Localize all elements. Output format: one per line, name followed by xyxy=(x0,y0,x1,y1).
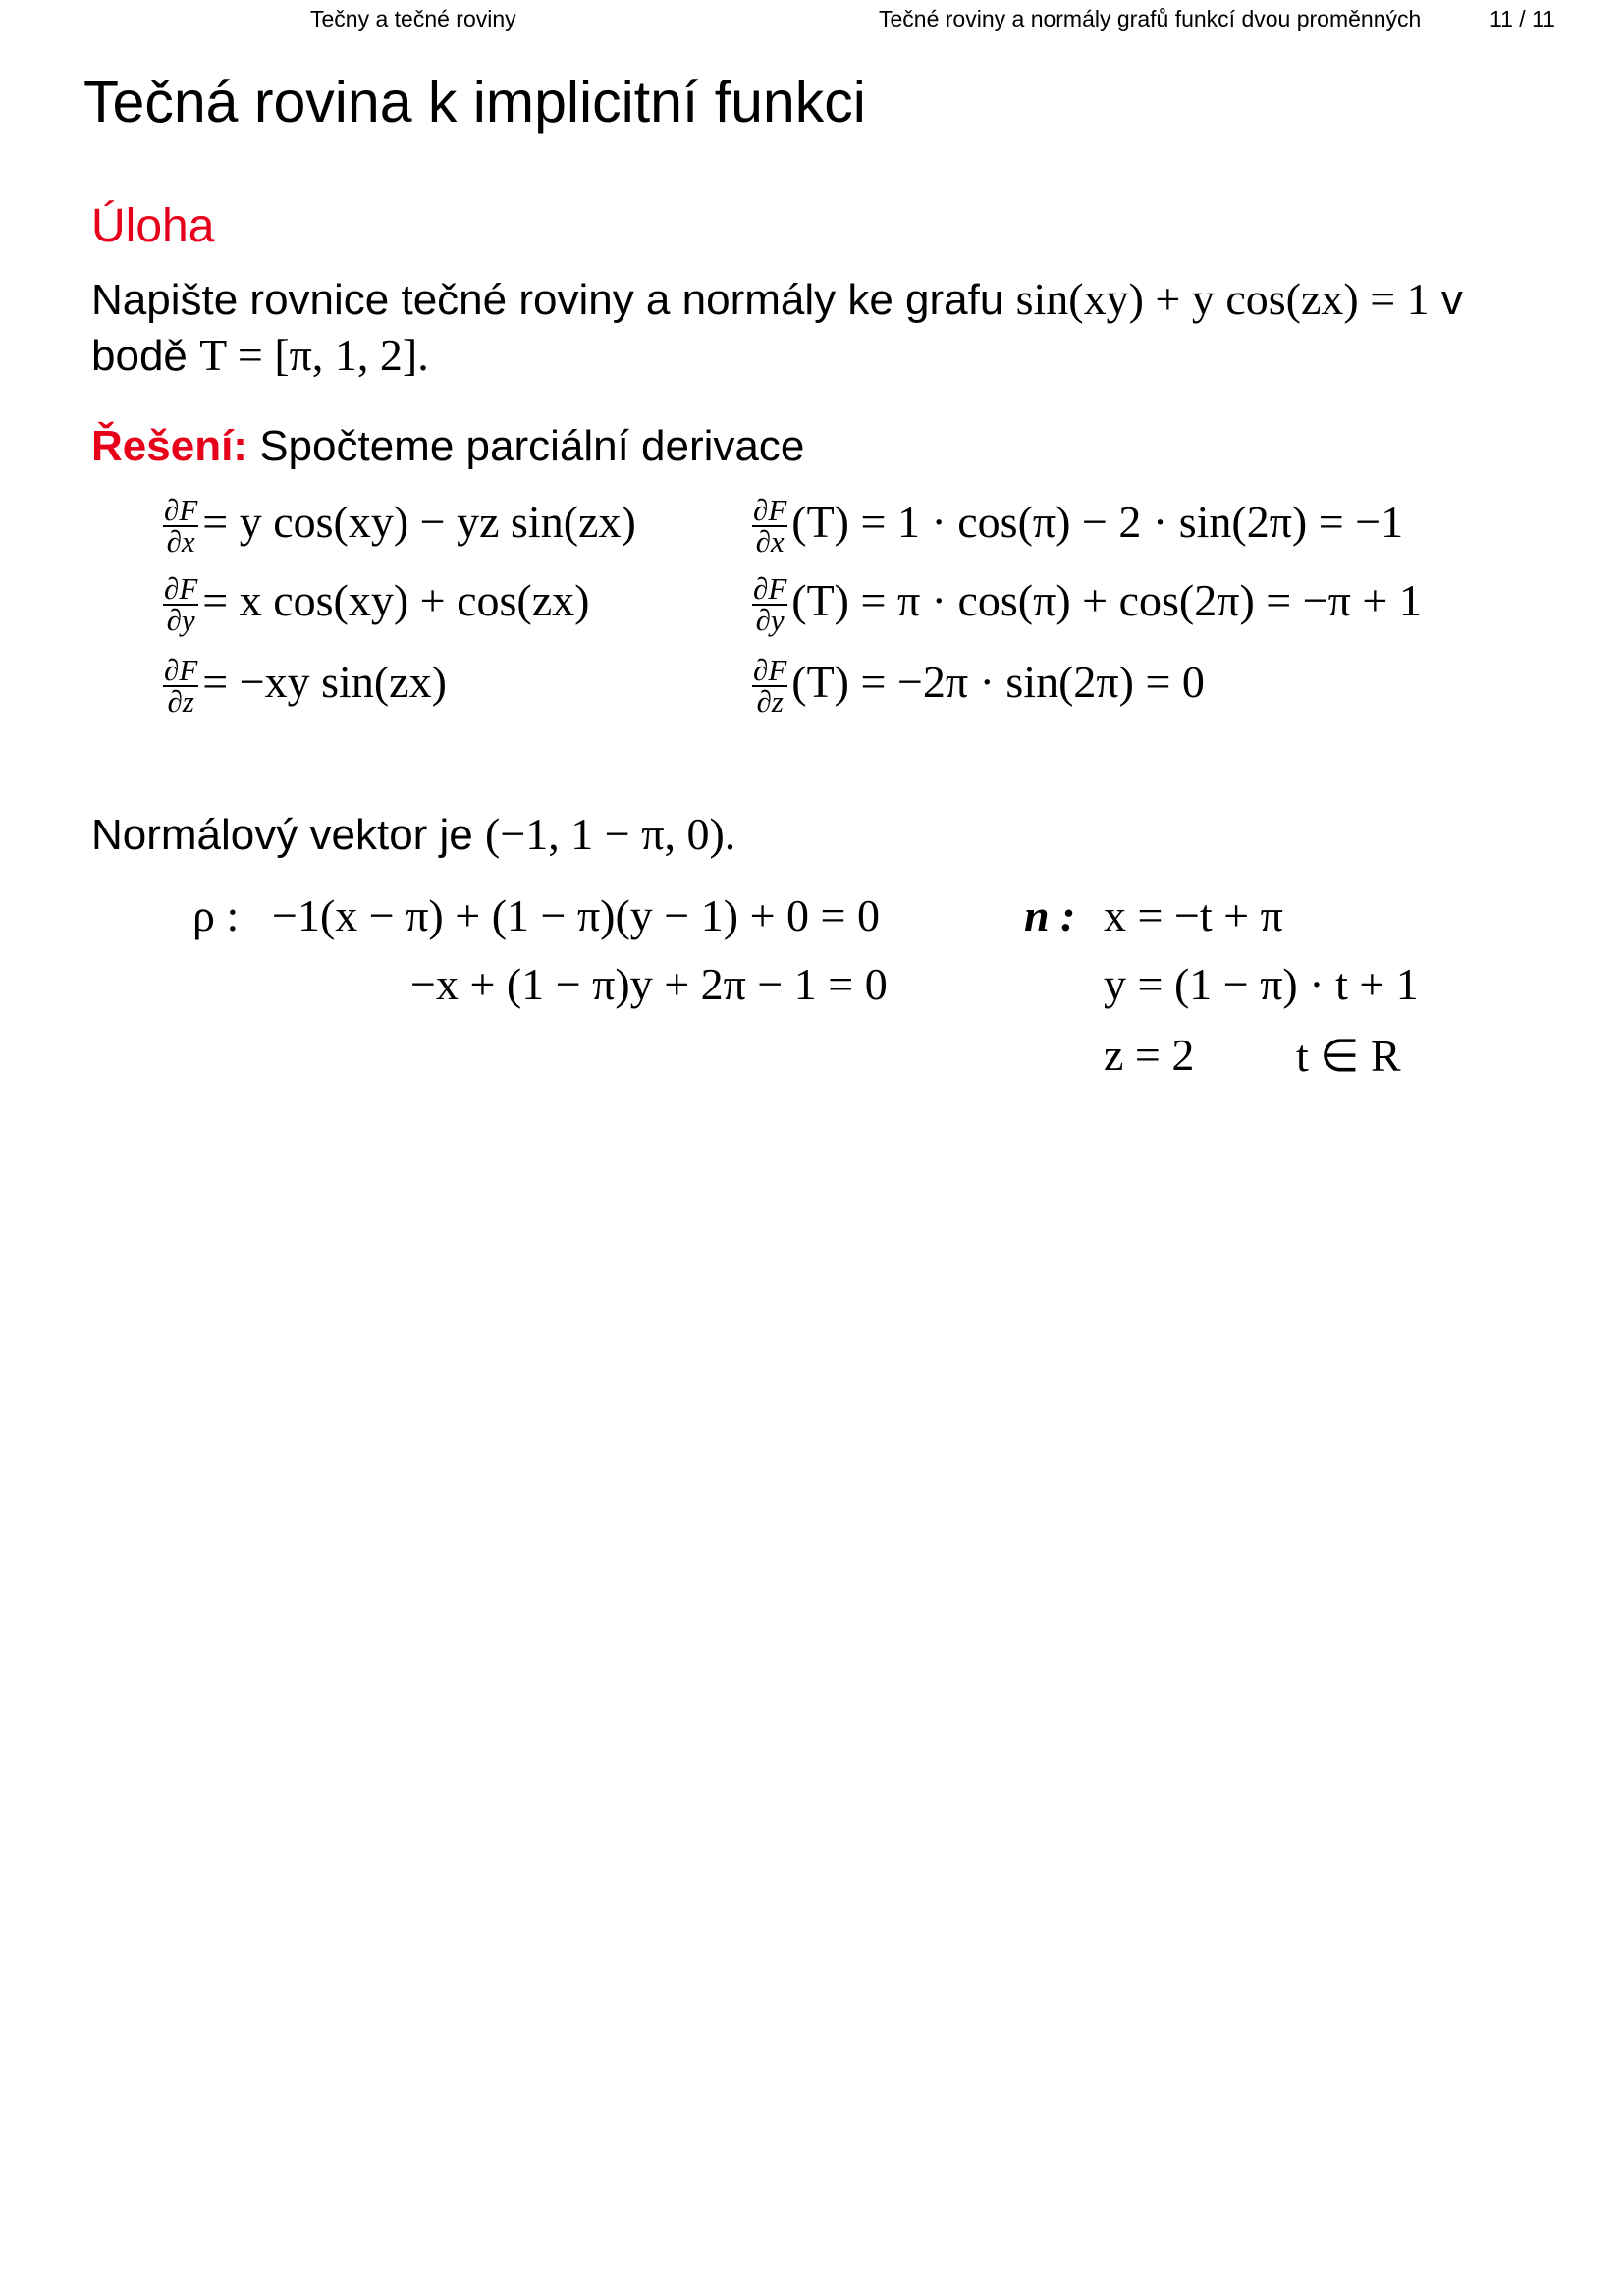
plane-label: ρ : xyxy=(192,890,240,940)
derivative-y-at-T xyxy=(752,571,1422,638)
normal-vector-line xyxy=(91,808,735,860)
normal-label: n : xyxy=(1024,890,1076,940)
task-text-bode: bodě xyxy=(91,332,188,380)
normal-equation-3: z = 2 xyxy=(1104,1030,1195,1080)
fraction-dF-dy-T: $\frac{\partial F}{\partial y}$ xyxy=(753,571,787,638)
header-page-number: 11 / 11 xyxy=(1489,6,1555,31)
task-text-v: v xyxy=(1440,276,1463,324)
header-section: Tečny a tečné roviny xyxy=(310,6,516,31)
fraction-dF-dx: $\frac{\partial F}{\partial x}$ xyxy=(164,493,198,560)
header-subsection: Tečné roviny a normály grafů funkcí dvou proměnných xyxy=(879,6,1422,31)
normal-equation-2: y = (1 − π) · t + 1 xyxy=(1104,959,1419,1009)
plane-equation-1: −1(x − π) + (1 − π)(y − 1) + 0 = 0 xyxy=(272,890,880,940)
derivative-z xyxy=(163,653,447,720)
page-header xyxy=(0,6,1624,45)
derivative-z-at-T-expr: (T) = −2π · sin(2π) = 0 xyxy=(791,657,1205,707)
task-line-2 xyxy=(91,329,429,381)
normal-equation-1: x = −t + π xyxy=(1104,890,1283,940)
plane-equation-2: −x + (1 − π)y + 2π − 1 = 0 xyxy=(410,959,888,1009)
derivative-z-at-T xyxy=(752,653,1205,720)
normal-vector-text: Normálový vektor je xyxy=(91,811,473,859)
derivative-y xyxy=(163,571,590,638)
page-title: Tečná rovina k implicitní funkci xyxy=(83,70,866,134)
fraction-dF-dz: $\frac{\partial F}{\partial z}$ xyxy=(164,653,198,720)
derivative-y-at-T-expr: (T) = π · cos(π) + cos(2π) = −π + 1 xyxy=(791,575,1422,625)
derivative-x-expr: = y cos(xy) − yz sin(zx) xyxy=(202,497,636,547)
normal-vector-value: (−1, 1 − π, 0). xyxy=(485,809,736,859)
block-title: Úloha xyxy=(91,200,215,252)
solution-intro xyxy=(91,422,804,471)
task-text: Napište rovnice tečné roviny a normály ke grafu xyxy=(91,276,1004,324)
task-line-1 xyxy=(91,273,1463,325)
fraction-dF-dx-T: $\frac{\partial F}{\partial x}$ xyxy=(753,493,787,560)
solution-intro-text: Spočteme parciální derivace xyxy=(259,422,805,470)
fraction-dF-dy: $\frac{\partial F}{\partial y}$ xyxy=(164,571,198,638)
task-equation: sin(xy) + y cos(zx) = 1 xyxy=(1015,274,1430,324)
derivative-y-expr: = x cos(xy) + cos(zx) xyxy=(202,575,590,625)
derivative-x-at-T-expr: (T) = 1 · cos(π) − 2 · sin(2π) = −1 xyxy=(791,497,1404,547)
task-point: T = [π, 1, 2]. xyxy=(199,330,429,380)
derivative-z-expr: = −xy sin(zx) xyxy=(202,657,447,707)
solution-label: Řešení: xyxy=(91,422,247,470)
parameter-domain: t ∈ R xyxy=(1296,1031,1401,1081)
derivative-x xyxy=(163,493,636,560)
fraction-dF-dz-T: $\frac{\partial F}{\partial z}$ xyxy=(753,653,787,720)
derivative-x-at-T xyxy=(752,493,1404,560)
